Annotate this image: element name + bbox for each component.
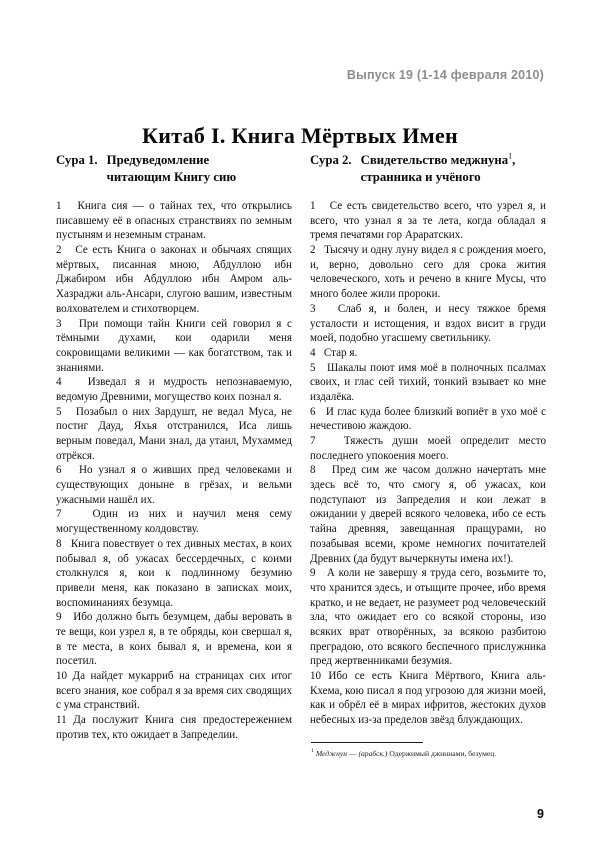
- verse: [310, 434, 546, 463]
- verse: [310, 669, 546, 728]
- verse-number: 1: [310, 200, 316, 213]
- verse: [310, 463, 546, 566]
- verse-text: Се есть Книга о законах и обычаях спящих мёртвых, писанная мною, Абдуллою ибн Джабиром ибн Абдуллою ибн Амром аль-Хазраджи аль-Ансари, слугою вашим, известным волхователем и стихотворцем.: [56, 244, 292, 315]
- verse-text: А коли не завершу я труда сего, возьмите то, что хранится здесь, и отыщите прочее, ибо время кратко, и не ведает, не разумеет род человеческий зла, что ожидает его со всякой стороны, изо всяких врат отворённых, за всякою разбитою преградою, ото всякого беспечного прислужника пред жертвенниками безумия.: [310, 567, 546, 668]
- verse: [56, 669, 292, 713]
- verse-number: 7: [56, 508, 62, 521]
- verse-text: Ибо должно быть безумцем, дабы веровать в те вещи, кои узрел я, в те обряды, кои свершал я, в те места, в коих бывал я, и времена, кои я посетил.: [56, 611, 292, 668]
- verse: [310, 566, 546, 669]
- page-title: Китаб I. Книга Мёртвых Имен: [141, 122, 459, 148]
- verse-number: 3: [56, 317, 62, 330]
- verse-text: Шакалы поют имя моё в полночных псалмах своих, и глас сей тихий, тонкий взывает ко мне издалёка.: [310, 361, 546, 403]
- footnote-reference-1[interactable]: 1: [508, 151, 513, 161]
- verse: [310, 405, 546, 434]
- column-sura-2: [310, 152, 546, 742]
- footnote-1-marker: 1: [311, 748, 314, 755]
- verse: [56, 243, 292, 316]
- sura-2-title-line-2: странника и учёного: [360, 170, 481, 185]
- verse: [56, 610, 292, 669]
- footnote-1-term: Меджнун: [315, 749, 348, 758]
- sura-2-heading: [310, 152, 546, 186]
- verse-text: Позабыл о них Зардушт, не ведал Муса, не постиг Дауд, Яхья отстранился, Иса лишь верным поведал, Мани знал, да утаил, Мухаммед отрёкся.: [56, 405, 292, 462]
- verse-text: Стар я.: [323, 346, 358, 359]
- verse-text: И глас куда более близкий вопиёт в ухо моё с нечестивою жаждою.: [310, 405, 546, 433]
- verse-text: Пред сим же часом должно начертать мне здесь всё то, что смогу я, об ужасах, кои подступают из Запределия и кои лежат в ожидании у дверей всякого человека, ибо се есть тайна древняя, завещанная пращурами, но позабывая всеми, кроме немногих почитателей Древних (да будут вычеркнуты имена их!).: [310, 464, 547, 565]
- verse-number: 6: [56, 464, 62, 477]
- sura-2-title: [361, 152, 546, 186]
- verse-text: Ибо се есть Книга Мёртвого, Книга аль-Кхема, кою писал я под угрозою для жизни моей, как и обрёл её в мирах ифритов, жестоких духов небесных из-за пределов звёзд блуждающих.: [310, 670, 546, 727]
- verse: [56, 375, 292, 404]
- verse: [56, 405, 292, 464]
- verse-number: 11: [56, 714, 67, 727]
- footnote-1-language: (арабск.): [358, 749, 388, 758]
- footnote-1-dash: —: [348, 749, 357, 758]
- verse-text: Книга сия — о тайнах тех, что открылись писавшему её в опасных странствиях по земным пустыням и неземным странам.: [56, 200, 292, 242]
- verse: [56, 713, 292, 742]
- sura-2-number: Сура 2.: [310, 153, 352, 167]
- sura-1-number: Сура 1.: [56, 153, 98, 167]
- verse: [56, 317, 292, 376]
- sura-1-title-line-1: Предуведомление: [106, 153, 210, 167]
- sura-2-title-comma: ,: [512, 153, 516, 167]
- verse-text: При помощи тайн Книги сей говорил я с тёмными духами, кои одарили меня сокровищами великими — как богатством, так и знаниями.: [56, 317, 292, 374]
- verse: [310, 361, 546, 405]
- two-column-body: [56, 152, 545, 742]
- verse-text: Книга повествует о тех дивных местах, в коих побывал я, об ужасах бессердечных, с коими столкнулся я, кои к подлинному безумию привели меня, как показано в записках моих, воспоминаниях безумца.: [56, 537, 292, 609]
- verse-text: Изведал я и мудрость непознаваемую, ведомую Древними, могущество коих познал я.: [56, 376, 292, 403]
- footnote-separator-rule: [311, 742, 423, 743]
- verse-text: Слаб я, и болен, и несу тяжкое бремя усталости и истощения, и вздох висит в груди моей, подобно угасшему светильнику.: [310, 302, 546, 345]
- verse-number: 10: [56, 670, 68, 683]
- verse-number: 8: [310, 464, 316, 477]
- verse-number: 9: [310, 567, 316, 580]
- running-head-issue: Выпуск 19 (1-14 февраля 2010): [346, 68, 544, 82]
- verse-number: 7: [310, 435, 316, 448]
- footnote-1: [311, 749, 545, 759]
- verse: [310, 302, 546, 346]
- sura-1-heading: [56, 152, 292, 186]
- verse: [310, 346, 546, 361]
- verse-number: 5: [310, 361, 316, 374]
- verse-number: 8: [56, 537, 62, 550]
- verse: [310, 243, 546, 302]
- verse-text: Один из них и научил меня сему могущественному колдовству.: [56, 508, 292, 536]
- verse: [56, 463, 292, 507]
- verse-text: Тысячу и одну луну видел я с рождения моего, и, верно, довольно сего для срока жития человеческого, хоть и речено в книге Мусы, что много более жили пророки.: [310, 244, 546, 301]
- sura-1-verses: [56, 199, 292, 742]
- verse: [56, 199, 292, 243]
- verse-number: 4: [56, 376, 62, 389]
- verse-number: 5: [56, 405, 62, 418]
- verse-number: 2: [56, 244, 62, 257]
- column-sura-1: [56, 152, 292, 742]
- footnote-1-definition: Одержимый джиннами, безумец.: [389, 749, 497, 758]
- verse-number: 4: [310, 346, 316, 359]
- sura-2-verses: [310, 199, 546, 728]
- sura-1-title-line-2: читающим Книгу сию: [106, 170, 237, 185]
- verse-text: Да найдет мукарриб на страницах сих итог всего знания, кое собрал я за время сих сводящих с ума странствий.: [56, 670, 292, 712]
- verse-number: 6: [310, 405, 316, 418]
- verse: [310, 199, 546, 243]
- verse-text: Но узнал я о живших пред человеками и существующих доныне в грёзах, и вельми ужасными нашёл их.: [56, 464, 292, 506]
- verse-text: Тяжесть души моей определит место последнего упокоения моего.: [310, 435, 546, 462]
- page-number: 9: [537, 807, 544, 821]
- verse-number: 2: [310, 244, 316, 257]
- sura-2-title-text: Свидетельство меджнуна: [360, 153, 509, 167]
- verse: [56, 507, 292, 536]
- verse: [56, 537, 292, 610]
- sura-2-title-line-1: [361, 152, 546, 169]
- verse-text: Да послужит Книга сия предостережением против тех, кто ожидает в Запределии.: [56, 714, 292, 741]
- verse-number: 3: [310, 302, 316, 315]
- verse-number: 9: [56, 611, 62, 624]
- sura-1-title: [107, 152, 292, 186]
- verse-text: Се есть свидетельство всего, что узрел я, и всего, что узнал я за те лета, когда обладал я тремя печатями гор Араратских.: [310, 200, 546, 242]
- verse-number: 1: [56, 200, 62, 213]
- footnote-area: [311, 742, 545, 759]
- verse-number: 10: [310, 670, 322, 683]
